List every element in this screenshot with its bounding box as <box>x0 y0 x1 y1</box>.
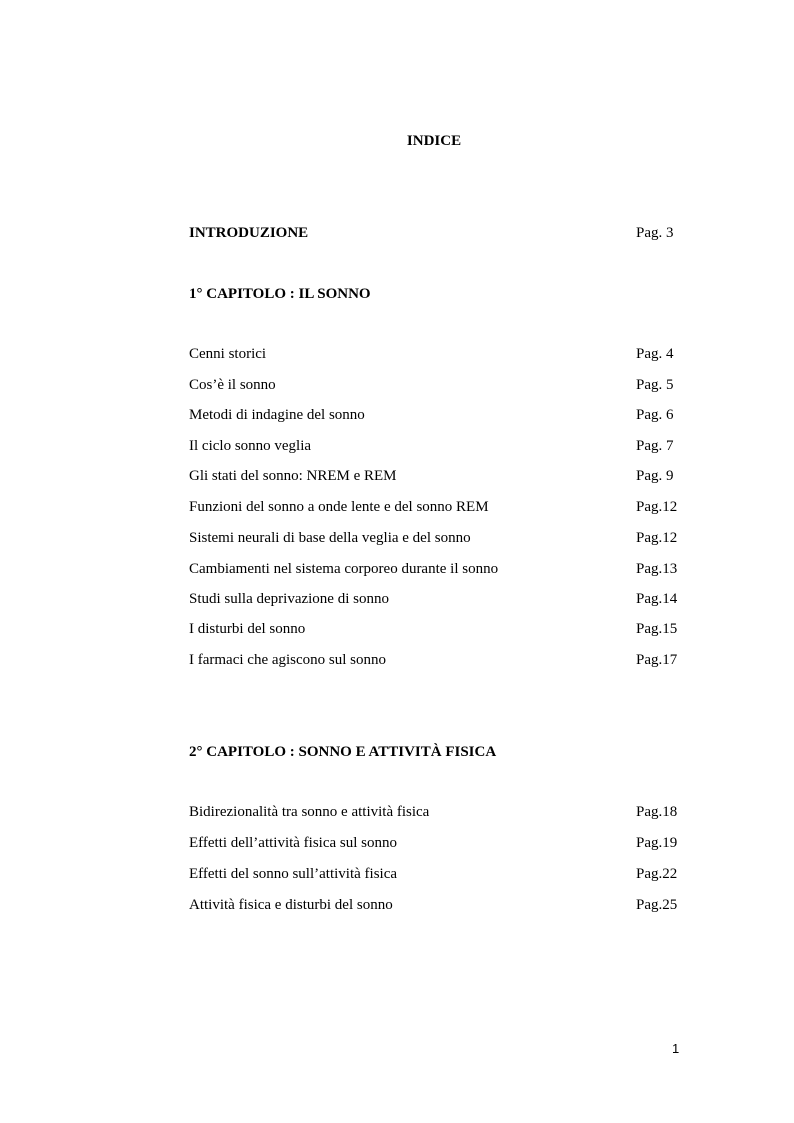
toc-entry-page: Pag.25 <box>636 897 678 913</box>
page-title: INDICE <box>406 133 462 149</box>
toc-entry-label: Cos’è il sonno <box>189 377 276 393</box>
toc-entry-label: Cenni storici <box>189 346 267 362</box>
toc-entry-label: Attività fisica e disturbi del sonno <box>189 897 393 913</box>
toc-entry-page: Pag.19 <box>636 835 678 851</box>
page-number: 1 <box>672 1041 680 1056</box>
toc-entry-label: Bidirezionalità tra sonno e attività fisica <box>189 804 430 820</box>
chapter-2-heading: 2° CAPITOLO : SONNO E ATTIVITÀ FISICA <box>189 744 497 760</box>
chapter-1-heading: 1° CAPITOLO : IL SONNO <box>189 286 371 302</box>
toc-entry-page: Pag.15 <box>636 621 678 637</box>
toc-entry-page: Pag.17 <box>636 652 678 668</box>
toc-entry-label: Cambiamenti nel sistema corporeo durante il sonno <box>189 561 499 577</box>
toc-entry-page: Pag. 4 <box>636 346 674 362</box>
toc-entry-label: I farmaci che agiscono sul sonno <box>189 652 387 668</box>
toc-intro-label: INTRODUZIONE <box>189 225 309 241</box>
toc-intro-page: Pag. 3 <box>636 225 674 241</box>
toc-entry-label: Effetti dell’attività fisica sul sonno <box>189 835 398 851</box>
toc-entry-label: I disturbi del sonno <box>189 621 306 637</box>
toc-entry-label: Studi sulla deprivazione di sonno <box>189 591 389 607</box>
toc-entry-page: Pag. 9 <box>636 468 674 484</box>
toc-entry-page: Pag. 6 <box>636 407 674 423</box>
toc-entry-page: Pag.13 <box>636 561 678 577</box>
toc-entry-label: Effetti del sonno sull’attività fisica <box>189 866 398 882</box>
toc-entry-label: Metodi di indagine del sonno <box>189 407 365 423</box>
toc-entry-page: Pag.22 <box>636 866 678 882</box>
toc-entry-page: Pag.14 <box>636 591 678 607</box>
toc-entry-label: Sistemi neurali di base della veglia e del sonno <box>189 530 471 546</box>
toc-entry-label: Funzioni del sonno a onde lente e del sonno REM <box>189 499 489 515</box>
toc-entry-page: Pag.18 <box>636 804 678 820</box>
toc-entry-page: Pag. 5 <box>636 377 674 393</box>
toc-entry-page: Pag. 7 <box>636 438 674 454</box>
toc-entry-label: Gli stati del sonno: NREM e REM <box>189 468 397 484</box>
toc-entry-page: Pag.12 <box>636 530 678 546</box>
toc-entry-page: Pag.12 <box>636 499 678 515</box>
toc-entry-label: Il ciclo sonno veglia <box>189 438 312 454</box>
